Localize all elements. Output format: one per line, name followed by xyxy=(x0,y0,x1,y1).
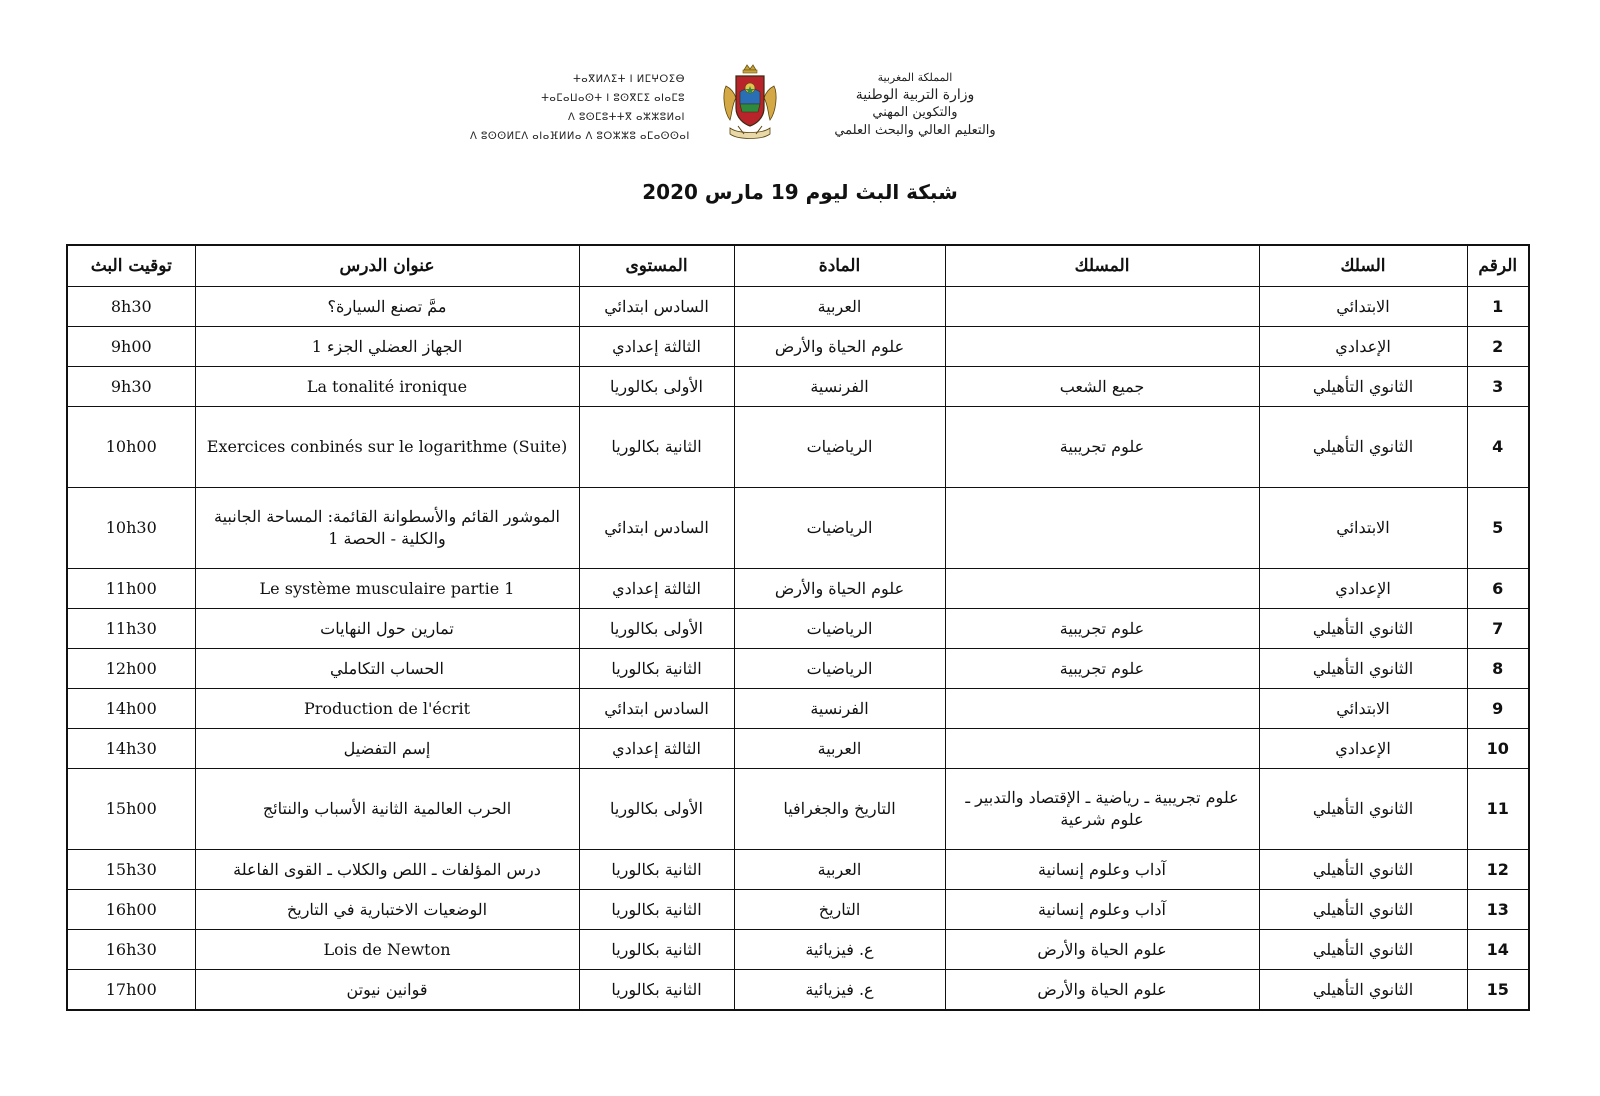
cell-track: علوم الحياة والأرض xyxy=(945,970,1259,1011)
cell-level: السادس ابتدائي xyxy=(579,689,734,729)
cell-level: الثالثة إعدادي xyxy=(579,327,734,367)
table-row xyxy=(67,609,1529,649)
cell-level: الأولى بكالوريا xyxy=(579,609,734,649)
cell-track xyxy=(945,488,1259,569)
cell-track xyxy=(945,327,1259,367)
column-header-time: توقيت البث xyxy=(67,245,195,287)
cell-level: الثانية بكالوريا xyxy=(579,970,734,1011)
cell-num: 6 xyxy=(1467,569,1529,609)
cell-level: الثانية بكالوريا xyxy=(579,850,734,890)
cell-lesson: درس المؤلفات ـ اللص والكلاب ـ القوى الفاعلة xyxy=(195,850,579,890)
cell-track: علوم تجريبية ـ رياضية ـ الإقتصاد والتدبير ـ علوم شرعية xyxy=(945,769,1259,850)
cell-time: 9h30 xyxy=(67,367,195,407)
page-title: شبكة البث ليوم 19 مارس 2020 xyxy=(642,180,958,204)
kingdom-name: المملكة المغربية xyxy=(877,71,953,84)
cell-level: الثانية بكالوريا xyxy=(579,649,734,689)
cell-cycle: الابتدائي xyxy=(1259,287,1467,327)
cell-subject: ع. فيزيائية xyxy=(734,930,945,970)
document-header xyxy=(470,64,1030,154)
cell-subject: التاريخ والجغرافيا xyxy=(734,769,945,850)
table-row xyxy=(67,850,1529,890)
cell-time: 10h00 xyxy=(67,407,195,488)
cell-cycle: الابتدائي xyxy=(1259,689,1467,729)
cell-track xyxy=(945,569,1259,609)
cell-cycle: الثانوي التأهيلي xyxy=(1259,970,1467,1011)
cell-lesson: الحساب التكاملي xyxy=(195,649,579,689)
broadcast-schedule-table xyxy=(66,244,1530,1011)
cell-lesson: Exercices conbinés sur le logarithme (Suite) xyxy=(195,407,579,488)
cell-lesson: Le système musculaire partie 1 xyxy=(195,569,579,609)
cell-num: 15 xyxy=(1467,970,1529,1011)
table-row xyxy=(67,488,1529,569)
cell-subject: علوم الحياة والأرض xyxy=(734,569,945,609)
cell-time: 17h00 xyxy=(67,970,195,1011)
cell-level: الثالثة إعدادي xyxy=(579,729,734,769)
cell-lesson: تمارين حول النهايات xyxy=(195,609,579,649)
cell-subject: العربية xyxy=(734,287,945,327)
cell-num: 7 xyxy=(1467,609,1529,649)
table-row xyxy=(67,729,1529,769)
cell-num: 9 xyxy=(1467,689,1529,729)
cell-subject: الفرنسية xyxy=(734,689,945,729)
cell-subject: ع. فيزيائية xyxy=(734,970,945,1011)
column-header-num: الرقم xyxy=(1467,245,1529,287)
cell-lesson: الجهاز العضلي الجزء 1 xyxy=(195,327,579,367)
cell-level: الثانية بكالوريا xyxy=(579,890,734,930)
cell-cycle: الثانوي التأهيلي xyxy=(1259,649,1467,689)
cell-subject: الرياضيات xyxy=(734,649,945,689)
cell-level: الأولى بكالوريا xyxy=(579,769,734,850)
cell-cycle: الثانوي التأهيلي xyxy=(1259,850,1467,890)
tifinagh-line: ⵜⴰⵎⴰⵡⴰⵙⵜ ⵏ ⵓⵙⴳⵎⵉ ⴰⵏⴰⵎⵓ xyxy=(541,93,685,104)
table-row xyxy=(67,890,1529,930)
tifinagh-line: ⴷ ⵓⵙⵙⵍⵎⴷ ⴰⵏⴰⴼⵍⵍⴰ ⴷ ⵓⵔⵣⵣⵓ ⴰⵎⴰⵙⵙⴰⵏ xyxy=(470,131,690,142)
cell-subject: العربية xyxy=(734,729,945,769)
cell-cycle: الثانوي التأهيلي xyxy=(1259,407,1467,488)
cell-lesson: الحرب العالمية الثانية الأسباب والنتائج xyxy=(195,769,579,850)
cell-num: 10 xyxy=(1467,729,1529,769)
cell-time: 9h00 xyxy=(67,327,195,367)
cell-lesson: إسم التفضيل xyxy=(195,729,579,769)
cell-track xyxy=(945,729,1259,769)
cell-lesson: Production de l'écrit xyxy=(195,689,579,729)
table-header-row xyxy=(67,245,1529,287)
cell-num: 14 xyxy=(1467,930,1529,970)
tifinagh-line: ⵜⴰⴳⵍⴷⵉⵜ ⵏ ⵍⵎⵖⵔⵉⴱ xyxy=(573,74,685,85)
cell-num: 11 xyxy=(1467,769,1529,850)
cell-lesson: الموشور القائم والأسطوانة القائمة: المساحة الجانبية والكلية - الحصة 1 xyxy=(195,488,579,569)
cell-time: 16h00 xyxy=(67,890,195,930)
cell-num: 8 xyxy=(1467,649,1529,689)
cell-time: 16h30 xyxy=(67,930,195,970)
cell-cycle: الإعدادي xyxy=(1259,569,1467,609)
table-row xyxy=(67,327,1529,367)
cell-num: 12 xyxy=(1467,850,1529,890)
table-row xyxy=(67,689,1529,729)
table-row xyxy=(67,970,1529,1011)
ministry-line: والتعليم العالي والبحث العلمي xyxy=(834,123,996,138)
cell-cycle: الإعدادي xyxy=(1259,729,1467,769)
cell-track xyxy=(945,287,1259,327)
cell-lesson: La tonalité ironique xyxy=(195,367,579,407)
column-header-subject: المادة xyxy=(734,245,945,287)
cell-time: 12h00 xyxy=(67,649,195,689)
table-row xyxy=(67,649,1529,689)
cell-time: 10h30 xyxy=(67,488,195,569)
cell-cycle: الثانوي التأهيلي xyxy=(1259,769,1467,850)
cell-time: 11h00 xyxy=(67,569,195,609)
cell-lesson: ممَّ تصنع السيارة؟ xyxy=(195,287,579,327)
cell-num: 13 xyxy=(1467,890,1529,930)
cell-track: علوم تجريبية xyxy=(945,407,1259,488)
cell-level: الثانية بكالوريا xyxy=(579,930,734,970)
column-header-track: المسلك xyxy=(945,245,1259,287)
ministry-line: وزارة التربية الوطنية xyxy=(855,87,975,103)
cell-num: 3 xyxy=(1467,367,1529,407)
cell-subject: التاريخ xyxy=(734,890,945,930)
cell-track: علوم تجريبية xyxy=(945,609,1259,649)
cell-lesson: الوضعيات الاختبارية في التاريخ xyxy=(195,890,579,930)
column-header-cycle: السلك xyxy=(1259,245,1467,287)
ministry-line: والتكوين المهني xyxy=(872,105,958,120)
cell-cycle: الإعدادي xyxy=(1259,327,1467,367)
cell-track: جميع الشعب xyxy=(945,367,1259,407)
column-header-level: المستوى xyxy=(579,245,734,287)
cell-subject: الرياضيات xyxy=(734,609,945,649)
tifinagh-line: ⴷ ⵓⵙⵎⵓⵜⵜⴳ ⴰⵣⵣⵓⵍⴰⵏ xyxy=(567,112,685,123)
table-row xyxy=(67,569,1529,609)
cell-time: 14h30 xyxy=(67,729,195,769)
table-row xyxy=(67,769,1529,850)
cell-level: الأولى بكالوريا xyxy=(579,367,734,407)
cell-track xyxy=(945,689,1259,729)
cell-track: علوم الحياة والأرض xyxy=(945,930,1259,970)
cell-time: 8h30 xyxy=(67,287,195,327)
cell-subject: الرياضيات xyxy=(734,407,945,488)
cell-num: 2 xyxy=(1467,327,1529,367)
cell-cycle: الثانوي التأهيلي xyxy=(1259,930,1467,970)
cell-subject: العربية xyxy=(734,850,945,890)
cell-time: 14h00 xyxy=(67,689,195,729)
cell-track: علوم تجريبية xyxy=(945,649,1259,689)
table-row xyxy=(67,287,1529,327)
cell-lesson: Lois de Newton xyxy=(195,930,579,970)
cell-num: 4 xyxy=(1467,407,1529,488)
cell-level: السادس ابتدائي xyxy=(579,287,734,327)
cell-subject: الفرنسية xyxy=(734,367,945,407)
cell-track: آداب وعلوم إنسانية xyxy=(945,850,1259,890)
cell-cycle: الثانوي التأهيلي xyxy=(1259,609,1467,649)
cell-level: الثالثة إعدادي xyxy=(579,569,734,609)
cell-track: آداب وعلوم إنسانية xyxy=(945,890,1259,930)
cell-level: السادس ابتدائي xyxy=(579,488,734,569)
column-header-lesson: عنوان الدرس xyxy=(195,245,579,287)
cell-num: 5 xyxy=(1467,488,1529,569)
ministry-name-arabic xyxy=(800,70,1030,140)
table-row xyxy=(67,930,1529,970)
cell-cycle: الابتدائي xyxy=(1259,488,1467,569)
cell-time: 11h30 xyxy=(67,609,195,649)
cell-level: الثانية بكالوريا xyxy=(579,407,734,488)
cell-time: 15h30 xyxy=(67,850,195,890)
ministry-name-tifinagh xyxy=(470,70,690,146)
coat-of-arms-emblem xyxy=(718,64,782,142)
cell-lesson: قوانين نيوتن xyxy=(195,970,579,1011)
cell-subject: الرياضيات xyxy=(734,488,945,569)
cell-time: 15h00 xyxy=(67,769,195,850)
cell-cycle: الثانوي التأهيلي xyxy=(1259,890,1467,930)
table-row xyxy=(67,407,1529,488)
cell-subject: علوم الحياة والأرض xyxy=(734,327,945,367)
table-row xyxy=(67,367,1529,407)
cell-cycle: الثانوي التأهيلي xyxy=(1259,367,1467,407)
cell-num: 1 xyxy=(1467,287,1529,327)
